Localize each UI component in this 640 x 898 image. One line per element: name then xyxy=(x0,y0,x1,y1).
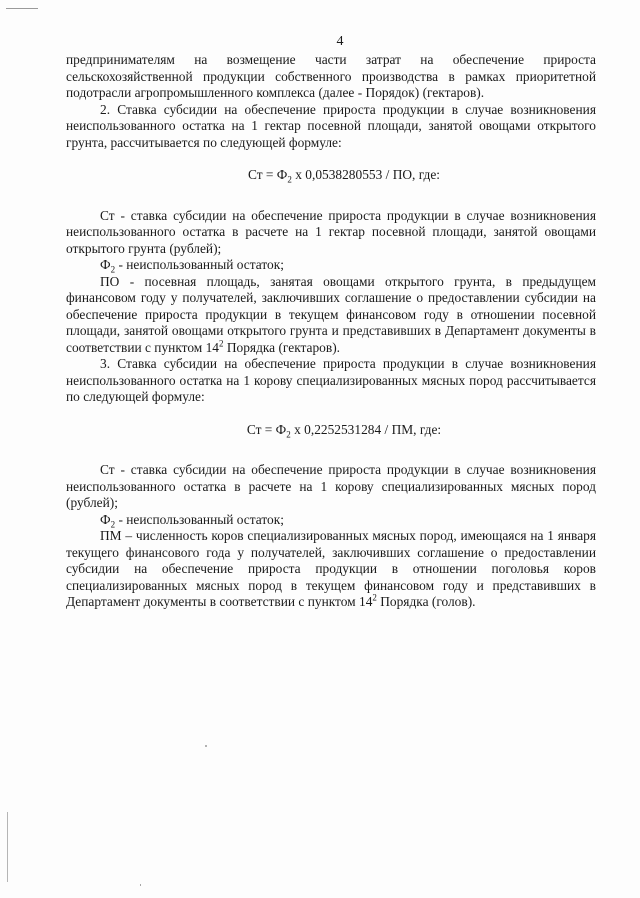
definition-tail: Порядка (голов). xyxy=(376,594,476,609)
definition-cow-count xyxy=(66,528,596,611)
paragraph-item-3: 3. Ставка субсидии на обеспечение прироста продукции в случае возникновения неиспользованного остатка на 1 корову специализированных мясных пород рассчитывается по следующей формуле: xyxy=(66,356,596,404)
definition-suffix: - неиспользованный остаток; xyxy=(115,257,284,272)
definition-remainder-1 xyxy=(66,257,596,274)
definition-subscript: 2 xyxy=(110,519,116,530)
page-number: 4 xyxy=(336,34,344,49)
definition-sown-area xyxy=(66,274,596,357)
definition-prefix: Ф xyxy=(100,257,111,272)
formula-prefix: Ст = Ф xyxy=(247,167,288,182)
definition-prefix: Ф xyxy=(100,511,111,527)
definition-subscript: 2 xyxy=(110,264,116,275)
scan-artifact-line xyxy=(6,8,38,9)
clause-superscript: 2 xyxy=(372,592,377,603)
definition-text: ПМ – численность коров специализированных мясных пород, имеющаяся на 1 января текущего финансового года у получателей, заключивших соглашение о предоставлении субсидии на обеспечение прироста продукции в отношении поголовья коров специализированных мясных пород в текущем финансовом году и представивших в Департамент документы в соответствии с пунктом 14 xyxy=(66,528,596,609)
definition-tail: Порядка (гектаров). xyxy=(223,339,341,355)
formula-prefix: Ст = Ф xyxy=(246,421,287,437)
scan-speck xyxy=(140,884,141,886)
formula-suffix: х 0,2252531284 / ПМ, где: xyxy=(290,421,442,437)
formula-beef-cows xyxy=(66,422,596,439)
definition-rate-vegetables: Ст - ставка субсидии на обеспечение прироста продукции в случае возникновения неиспользованного остатка в расчете на 1 гектар посевной площади, занятой овощами открытого грунта (рублей); xyxy=(66,207,596,256)
paragraph-item-2: 2. Ставка субсидии на обеспечение прироста продукции в случае возникновения неиспользованного остатка на 1 гектар посевной площади, занятой овощами открытого грунта, рассчитывается по следующей формуле: xyxy=(66,101,596,150)
scan-speck xyxy=(205,745,207,747)
formula-vegetables xyxy=(66,167,596,184)
definition-suffix: - неиспользованный остаток; xyxy=(115,511,284,527)
formula-suffix: х 0,0538280553 / ПО, где: xyxy=(291,167,441,182)
scan-artifact-line xyxy=(7,812,8,882)
formula-subscript: 2 xyxy=(286,429,291,440)
clause-superscript: 2 xyxy=(219,338,224,349)
document-body xyxy=(66,52,596,611)
definition-remainder-2 xyxy=(66,512,596,529)
formula-subscript: 2 xyxy=(287,174,292,185)
paragraph-continuation: предпринимателям на возмещение части затрат на обеспечение прироста сельскохозяйственной продукции собственного производства в рамках приоритетной подотрасли агропромышленного комплекса (далее - Порядок) (гектаров). xyxy=(66,52,596,100)
definition-text: ПО - посевная площадь, занятая овощами открытого грунта, в предыдущем финансовом году у получателей, заключивших соглашение о предоставлении субсидии на обеспечение прироста продукции в текущем финансовом году в отношении посевной площади, занятой овощами открытого грунта и представивших в Департамент документы в соответствии с пунктом 14 xyxy=(66,273,596,355)
definition-rate-cows: Ст - ставка субсидии на обеспечение прироста продукции в случае возникновения неиспользованного остатка в расчете на 1 корову специализированных мясных пород (рублей); xyxy=(66,462,596,510)
